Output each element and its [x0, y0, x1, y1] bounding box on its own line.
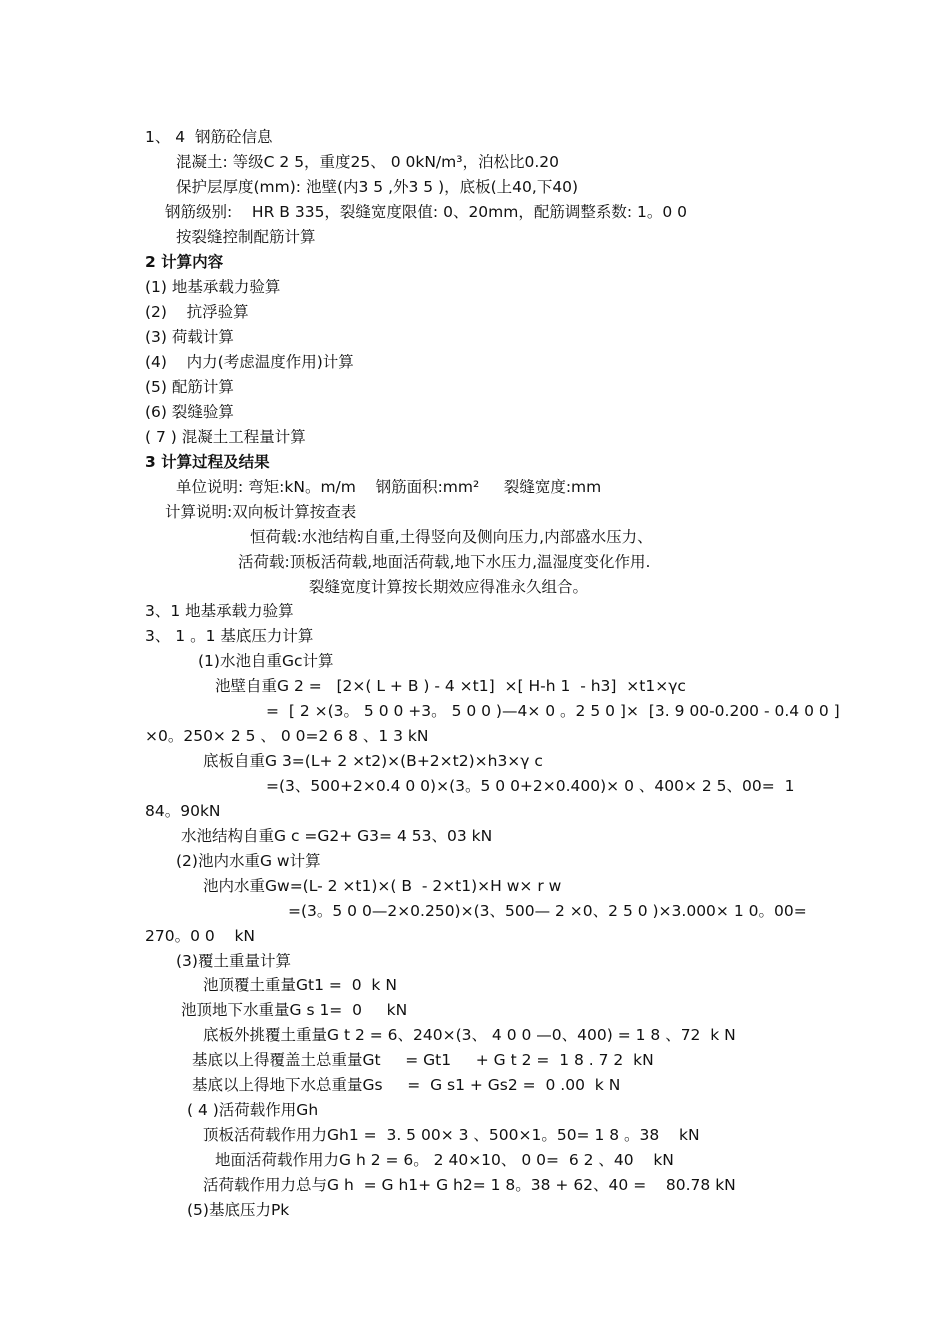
section-heading-1-4: 1、 4 钢筋砼信息: [145, 128, 273, 146]
list-item: ( 7 ) 混凝土工程量计算: [145, 428, 306, 446]
formula-line: 池内水重Gw=(L- 2 ×t1)×( B - 2×t1)×H w× r w: [203, 877, 562, 895]
subsection-heading: 3、1 地基承载力验算: [145, 602, 294, 620]
text-line: (5)基底压力Pk: [187, 1201, 290, 1219]
formula-line: 基底以上得地下水总重量Gs = G s1 + Gs2 = 0 .00 k N: [192, 1076, 621, 1094]
text-line: 单位说明: 弯矩:kN。m/m 钢筋面积:mm² 裂缝宽度:mm: [176, 478, 602, 496]
text-line: 保护层厚度(mm): 池壁(内3 5 ,外3 5 )，底板(上40,下40): [176, 178, 579, 196]
formula-line: 基底以上得覆盖土总重量Gt = Gt1 + G t 2 = 1 8 . 7 2 kN: [192, 1051, 654, 1069]
text-line: 活荷载:顶板活荷载,地面活荷载,地下水压力,温湿度变化作用.: [238, 553, 651, 571]
list-item: (1) 地基承载力验算: [145, 278, 281, 296]
text-line: ( 4 )活荷载作用Gh: [187, 1101, 319, 1119]
text-line: 混凝土: 等级C 2 5，重度25、 0 0kN/m³，泊松比0.20: [176, 153, 559, 171]
formula-line: 底板外挑覆土重量G t 2 = 6、240×(3、 4 0 0 —0、400) = 1 8 、72 k N: [203, 1026, 736, 1044]
formula-line: 84。90kN: [145, 802, 221, 820]
formula-line: 活荷载作用力总与G h = G h1+ G h2= 1 8。38 + 62、40 = 80.78 kN: [203, 1176, 736, 1194]
text-line: 裂缝宽度计算按长期效应得准永久组合。: [309, 578, 589, 596]
list-item: (2) 抗浮验算: [145, 303, 249, 321]
formula-line: 水池结构自重G c =G2+ G3= 4 53、03 kN: [181, 827, 493, 845]
list-item: (3) 荷载计算: [145, 328, 234, 346]
text-line: (1)水池自重Gc计算: [198, 652, 334, 670]
list-item: (6) 裂缝验算: [145, 403, 234, 421]
formula-line: 270。0 0 kN: [145, 927, 256, 945]
formula-line: 池顶地下水重量G s 1= 0 kN: [181, 1001, 408, 1019]
formula-line: ×0。250× 2 5 、 0 0=2 6 8 、1 3 kN: [145, 727, 429, 745]
subsection-heading: 3、 1 。1 基底压力计算: [145, 627, 314, 645]
formula-line: = [ 2 ×(3。 5 0 0 +3。 5 0 0 )—4× 0 。2 5 0 ]× [3. 9 00-0.200 - 0.4 0 0 ]: [266, 702, 840, 720]
section-heading-3: 3 计算过程及结果: [145, 453, 270, 471]
text-line: 恒荷载:水池结构自重,土得竖向及侧向压力,内部盛水压力、: [250, 528, 653, 546]
text-line: 按裂缝控制配筋计算: [176, 228, 316, 246]
formula-line: 池壁自重G 2 = [2×( L + B ) - 4 ×t1] ×[ H-h 1 - h3] ×t1×γc: [215, 677, 686, 695]
text-line: 钢筋级别: HR B 335，裂缝宽度限值: 0、20mm，配筋调整系数: 1。0 0: [165, 203, 688, 221]
list-item: (4) 内力(考虑温度作用)计算: [145, 353, 354, 371]
text-line: (3)覆土重量计算: [176, 952, 291, 970]
formula-line: 顶板活荷载作用力Gh1 = 3. 5 00× 3 、500×1。50= 1 8 。38 kN: [203, 1126, 700, 1144]
formula-line: 池顶覆土重量Gt1 = 0 k N: [203, 976, 397, 994]
list-item: (5) 配筋计算: [145, 378, 234, 396]
formula-line: =(3、500+2×0.4 0 0)×(3。5 0 0+2×0.400)× 0 、400× 2 5、00= 1: [266, 777, 795, 795]
formula-line: 地面活荷载作用力G h 2 = 6。 2 40×10、 0 0= 6 2 、40 kN: [215, 1151, 674, 1169]
section-heading-2: 2 计算内容: [145, 253, 224, 271]
text-line: (2)池内水重G w计算: [176, 852, 321, 870]
formula-line: =(3。5 0 0—2×0.250)×(3、500— 2 ×0、2 5 0 )×3.000× 1 0。00=: [288, 902, 807, 920]
formula-line: 底板自重G 3=(L+ 2 ×t2)×(B+2×t2)×h3×γ c: [203, 752, 543, 770]
text-line: 计算说明:双向板计算按查表: [165, 503, 357, 521]
